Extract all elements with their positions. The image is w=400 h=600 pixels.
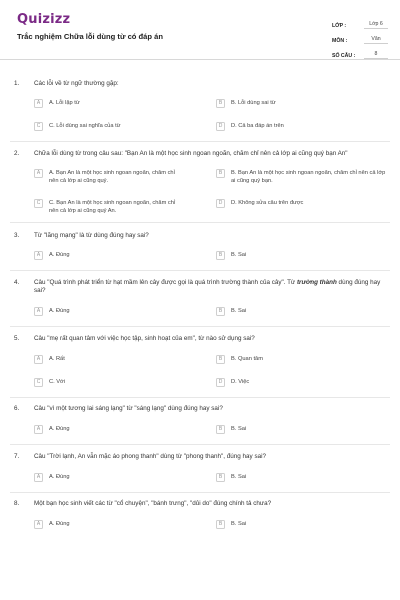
meta-value: 8 (364, 51, 388, 59)
option-letter-box: A (34, 355, 43, 364)
option-text: B. Sai (231, 521, 247, 527)
meta-label: SỐ CÂU : (332, 53, 356, 59)
question-divider (10, 222, 390, 223)
option-text: A. Bạn An là một học sinh ngoan ngoãn, chăm chỉ nên cả lớp ai cũng quý. (49, 170, 175, 184)
option-text: C. Với (49, 379, 66, 385)
option-b[interactable] (216, 355, 386, 364)
question-text: Câu "vì một tương lai sáng lạng" từ "sáng lạng" dùng đúng hay sai? (34, 405, 223, 412)
question-number: 4. (14, 279, 20, 286)
option-text: B. Lỗi dùng sai từ (231, 100, 276, 106)
meta-row-subject (332, 29, 388, 44)
question-divider (10, 270, 390, 271)
option-text: A. Đúng (49, 474, 70, 480)
option-letter-box: C (34, 378, 43, 387)
option-letter-box: D (216, 199, 225, 208)
option-letter-box: A (34, 520, 43, 529)
option-b[interactable] (216, 99, 386, 108)
option-letter-box: B (216, 473, 225, 482)
option-letter-box: D (216, 122, 225, 131)
highlighted-word: trường thành (296, 279, 337, 286)
option-letter-box: B (216, 425, 225, 434)
question-divider (10, 326, 390, 327)
question-text: Câu "mẹ rất quan tâm với việc học tập, sinh hoạt của em", từ nào sử dụng sai? (34, 335, 255, 342)
option-a[interactable] (34, 520, 184, 529)
option-letter-box: B (216, 307, 225, 316)
question-divider (10, 492, 390, 493)
option-letter-box: A (34, 307, 43, 316)
option-text: A. Đúng (49, 252, 70, 258)
option-a[interactable] (34, 251, 184, 260)
option-text: B. Sai (231, 308, 247, 314)
question-number: 5. (14, 335, 20, 342)
option-a[interactable] (34, 169, 184, 185)
page-title: Trắc nghiệm Chữa lỗi dùng từ có đáp án (17, 32, 164, 41)
meta-row-count (332, 44, 388, 59)
option-letter-box: A (34, 251, 43, 260)
question-number: 1. (14, 80, 20, 87)
option-text: B. Sai (231, 426, 247, 432)
question-number: 8. (14, 500, 20, 507)
option-c[interactable] (34, 122, 184, 131)
option-d[interactable] (216, 378, 386, 387)
option-letter-box: A (34, 99, 43, 108)
option-a[interactable] (34, 473, 184, 482)
option-letter-box: B (216, 520, 225, 529)
option-d[interactable] (216, 122, 386, 131)
worksheet-header (0, 0, 400, 60)
option-text: B. Sai (231, 474, 247, 480)
meta-value: Lớp 6 (364, 21, 388, 29)
option-c[interactable] (34, 199, 184, 215)
worksheet-meta (332, 14, 388, 59)
question-number: 6. (14, 405, 20, 412)
question-text: Từ "lãng mạng" là từ dùng đúng hay sai? (34, 232, 149, 239)
option-text: A. Rất (49, 356, 65, 362)
question-text: Các lỗi về từ ngữ thường gặp: (34, 80, 119, 87)
option-text: D. Việc (231, 379, 250, 385)
option-a[interactable] (34, 355, 184, 364)
question-number: 3. (14, 232, 20, 239)
option-letter-box: B (216, 251, 225, 260)
option-text: D. Cả ba đáp án trên (231, 123, 284, 129)
option-b[interactable] (216, 169, 386, 185)
option-text: C. Lỗi dùng sai nghĩa của từ (49, 123, 121, 129)
question-number: 2. (14, 150, 20, 157)
option-text: A. Lỗi lặp từ (49, 100, 80, 106)
option-letter-box: B (216, 99, 225, 108)
quizizz-logo: Quizizz (17, 12, 71, 27)
option-b[interactable] (216, 520, 386, 529)
meta-value: Văn (364, 36, 388, 44)
option-a[interactable] (34, 99, 184, 108)
option-c[interactable] (34, 378, 184, 387)
option-letter-box: A (34, 169, 43, 178)
question-divider (10, 397, 390, 398)
question-number: 7. (14, 453, 20, 460)
option-letter-box: A (34, 425, 43, 434)
option-letter-box: A (34, 473, 43, 482)
option-text: C. Bạn An là một học sinh ngoan ngoãn, chăm chỉ nên cả lớp ai cũng quý An. (49, 200, 176, 214)
option-b[interactable] (216, 251, 386, 260)
option-text: A. Đúng (49, 308, 70, 314)
option-letter-box: B (216, 169, 225, 178)
meta-label: MÔN : (332, 38, 348, 44)
question-text: Một bạn học sinh viết các từ "cổ chuyện", "bánh trưng", "dủi do" đúng chính tả chưa? (34, 500, 272, 507)
option-letter-box: B (216, 355, 225, 364)
question-divider (10, 141, 390, 142)
option-b[interactable] (216, 307, 386, 316)
option-letter-box: C (34, 122, 43, 131)
option-text: B. Quan tâm (231, 356, 263, 362)
option-b[interactable] (216, 425, 386, 434)
option-letter-box: D (216, 378, 225, 387)
option-letter-box: C (34, 199, 43, 208)
option-a[interactable] (34, 425, 184, 434)
option-text: D. Không sửa câu trên được (231, 200, 304, 206)
question-divider (10, 444, 390, 445)
option-b[interactable] (216, 473, 386, 482)
question-text: Câu "Quá trình phát triển từ hạt mầm lên cây được gọi là quá trình trường thành của cây". Từ trường thành dùng đúng hay sai? (34, 279, 381, 294)
question-text: Câu "Trời lạnh, An vẫn mặc áo phong thanh" dùng từ "phong thanh", đúng hay sai? (34, 453, 267, 460)
option-text: B. Sai (231, 252, 247, 258)
meta-label: LỚP : (332, 23, 347, 29)
meta-row-grade (332, 14, 388, 29)
option-text: B. Bạn An là một học sinh ngoan ngoãn, chăm chỉ nên cả lớp ai cũng quý bạn. (231, 170, 386, 184)
option-text: A. Đúng (49, 521, 70, 527)
option-a[interactable] (34, 307, 184, 316)
option-text: A. Đúng (49, 426, 70, 432)
question-text: Chữa lỗi dùng từ trong câu sau: "Bạn An là một học sinh ngoan ngoãn, chăm chỉ nên cả lớp ai cũng quý bạn An" (34, 150, 348, 157)
option-d[interactable] (216, 199, 386, 208)
